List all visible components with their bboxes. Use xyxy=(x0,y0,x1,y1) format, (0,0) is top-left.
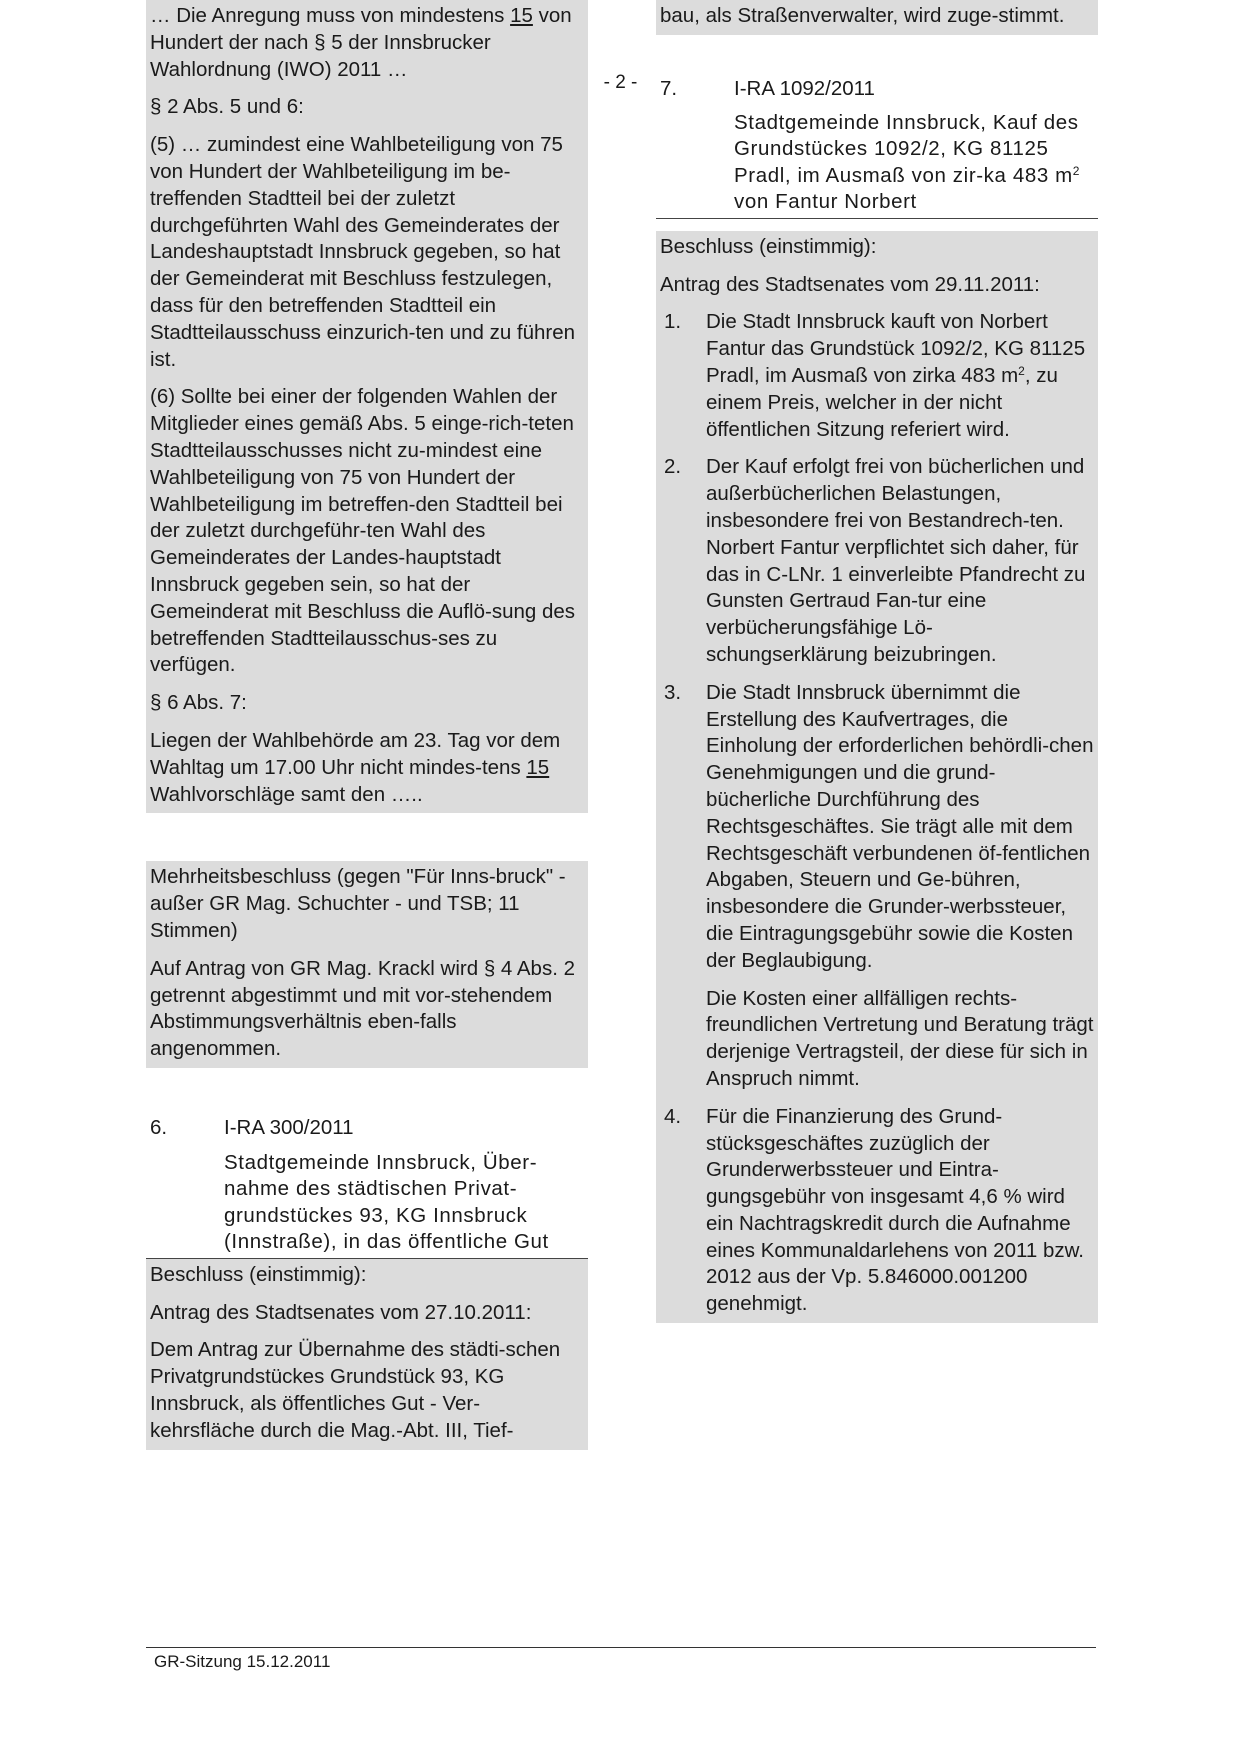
continuation-block xyxy=(656,0,1098,35)
quote-paragraph-1: … Die Anregung muss von mindestens 15 von Hundert der nach § 5 der Innsbrucker Wahlordnung (IWO) 2011 … xyxy=(150,4,572,81)
vote-paragraph-2: Auf Antrag von GR Mag. Krackl wird § 4 Abs. 2 getrennt abgestimmt und mit vor-stehendem Abstimmungsverhältnis eben-falls angenommen. xyxy=(150,956,576,1061)
quote-block xyxy=(146,0,588,813)
item-6 xyxy=(146,1114,588,1450)
quote-paragraph-3: (5) … zumindest eine Wahlbeteiligung von 75 von Hundert der Wahlbeteiligung im be-treffenden Stadtteil bei der zuletzt durchgeführten Wahl des Gemeinderates der Landeshauptstadt Innsbruck gegeben, so hat der Gemeinderat mit Beschluss festzulegen, dass für den betreffenden Stadtteil ein Stadtteilausschuss einzurich-ten und zu führen ist. xyxy=(150,133,576,371)
item-7-title: Stadtgemeinde Innsbruck, Kauf des Grundstückes 1092/2, KG 81125 Pradl, im Ausmaß von zir-ka 483 $m^2$ von Fantur Norbert xyxy=(734,110,1081,214)
item-7-resolution: Beschluss (einstimmig): xyxy=(660,234,877,258)
list-item: 2. Der Kauf erfolgt frei von bücherlichen und außerbücherlichen Belastungen, insbesondere frei von Bestandrech-ten. Norbert Fantur verpflichtet sich daher, für das in C-LNr. 1 einverleibte Pfandrecht zu Gunsten Gertraud Fan-tur eine verbücherungsfähige Lö-schungserklärung beizubringen. xyxy=(664,455,1086,666)
vote-paragraph-1: Mehrheitsbeschluss (gegen "Für Inns-bruck" - außer GR Mag. Schuchter - und TSB; 11 Stimmen) xyxy=(150,865,566,942)
item-6-resolution: Beschluss (einstimmig): xyxy=(150,1262,367,1286)
left-column xyxy=(146,0,588,1450)
item-7-body xyxy=(656,231,1098,1323)
item-7-points xyxy=(660,309,1094,1318)
item-7-motion: Antrag des Stadtsenates vom 29.11.2011: xyxy=(660,272,1040,296)
footer: GR-Sitzung 15.12.2011 xyxy=(154,1652,331,1671)
quote-paragraph-5: § 6 Abs. 7: xyxy=(150,691,247,715)
item-7-code: I-RA 1092/2011 xyxy=(734,76,875,100)
item-6-text: Dem Antrag zur Übernahme des städti-schen Privatgrundstückes Grundstück 93, KG Innsbruck, als öffentliches Gut - Ver-kehrsfläche durch die Mag.-Abt. III, Tief- xyxy=(150,1338,561,1442)
item-7-header xyxy=(656,75,1098,102)
list-item-extra-paragraph: Die Kosten einer allfälligen rechts-freundlichen Vertretung und Beratung trägt derjenige Vertragsteil, der diese für sich in Anspruch nimmt. xyxy=(706,986,1094,1090)
list-item: 3. Die Stadt Innsbruck übernimmt die Erstellung des Kaufvertrages, die Einholung der erforderlichen behördli-chen Genehmigungen und die grund-bücherliche Durchführung des Rechtsgeschäftes. Sie trägt alle mit dem Rechtsgeschäft verbundenen öf-fentlichen Abgaben, Steuern und Ge-bühren, insbesondere die Grunder-werbssteuer, die Eintragungsgebühr sowie die Kosten der Beglaubigung. Die Kosten einer allfälligen rechts-freundlichen Vertretung und Beratung trägt derjenige Vertragsteil, der diese für sich in Anspruch nimmt. xyxy=(660,680,1094,1093)
item-7 xyxy=(656,75,1098,1323)
page-number: - 2 - xyxy=(603,72,638,93)
item-7-number: 7. xyxy=(660,76,678,100)
item-6-header xyxy=(146,1114,588,1141)
item-6-motion: Antrag des Stadtsenates vom 27.10.2011: xyxy=(150,1300,532,1324)
footer-divider xyxy=(146,1647,1096,1648)
vote-block xyxy=(146,861,588,1068)
item-6-body xyxy=(146,1259,588,1450)
list-item: 4. Für die Finanzierung des Grund-stücksgeschäftes zuzüglich der Grunderwerbssteuer und Eintra-gungsgebühr von insgesamt 4,6 % wird ein Nachtragskredit durch die Aufnahme eines Kommunaldarlehens von 2011 bzw. 2012 aus der Vp. 5.846000.001200 genehmigt. xyxy=(664,1104,1084,1316)
item-6-number: 6. xyxy=(150,1115,168,1139)
quote-paragraph-2: § 2 Abs. 5 und 6: xyxy=(150,95,304,119)
item-6-title: Stadtgemeinde Innsbruck, Über-nahme des städtischen Privat-grundstückes 93, KG Innsbruck (Innstraße), in das öffentliche Gut xyxy=(224,1150,549,1254)
item-6-code: I-RA 300/2011 xyxy=(224,1115,354,1139)
right-column xyxy=(656,0,1098,1323)
list-item: 1. Die Stadt Innsbruck kauft von Norbert Fantur das Grundstück 1092/2, KG 81125 Pradl, im Ausmaß von zirka 483 $m^2$, zu einem Preis, welcher in der nicht öffentlichen Sitzung referiert wird. xyxy=(664,310,1086,441)
quote-paragraph-4: (6) Sollte bei einer der folgenden Wahlen der Mitglieder eines gemäß Abs. 5 einge-rich-teten Stadtteilausschusses nicht zu-mindest eine Wahlbeteiligung von 75 von Hundert der Wahlbeteiligung im betreffen-den Stadtteil bei der zuletzt durchgeführ-ten Wahl des Gemeinderates der Landes-hauptstadt Innsbruck gegeben sein, so hat der Gemeinderat mit Beschluss die Auflö-sung des betreffenden Stadtteilausschus-ses zu verfügen. xyxy=(150,385,576,677)
quote-paragraph-6: Liegen der Wahlbehörde am 23. Tag vor dem Wahltag um 17.00 Uhr nicht mindes-tens 15 Wahlvorschläge samt den ….. xyxy=(150,728,561,806)
continuation-text: bau, als Straßenverwalter, wird zuge-stimmt. xyxy=(660,4,1065,27)
